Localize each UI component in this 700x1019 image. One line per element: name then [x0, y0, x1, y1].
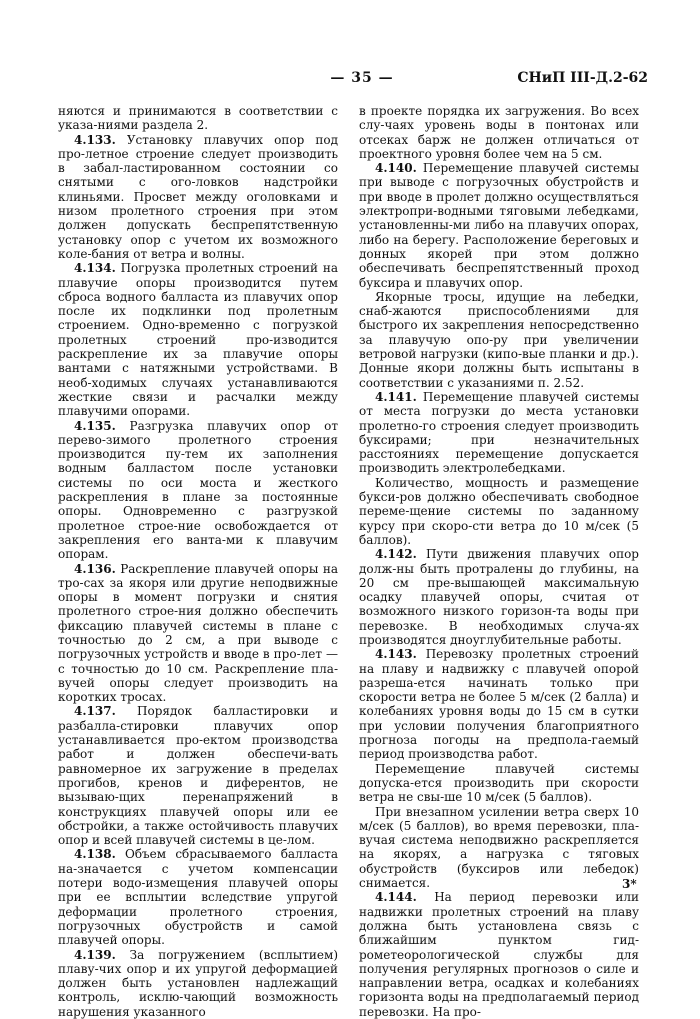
clause-number: 4.136.	[74, 561, 116, 576]
clause-number: 4.135.	[74, 418, 116, 433]
clause-number: 4.144.	[375, 890, 417, 905]
clause-number: 4.142.	[375, 547, 417, 562]
clause-number: 4.134.	[74, 261, 116, 276]
paragraph-4-144: 4.144. На период перевозки или надвижки пролетных строений на плаву должна быть установлена связь с ближайшим пунктом гид-рометеорологической службы для получения регулярных прогнозов о силе и направлении ветра, осадках и колебаниях горизонта воды на предполагаемый период перевозки. На про-	[359, 890, 639, 1019]
paragraph-sudden-wind: При внезапном усилении ветра сверх 10 м/сек (5 баллов), во время перевозки, пла-вучая система неподвижно раскрепляется на якорях, а нагрузка с тяговых обустройств (буксиров или лебедок) снимается.	[359, 804, 639, 891]
clause-number: 4.133.	[74, 132, 116, 147]
clause-number: 4.140.	[375, 161, 417, 176]
clause-number: 4.137.	[74, 704, 116, 719]
paragraph-tugboats: Количество, мощность и размещение букси-ров должно обеспечивать свободное переме-щение системы по заданному курсу при скоро-сти ветра до 10 м/сек (5 баллов).	[359, 475, 639, 547]
paragraph-4-142: 4.142. Пути движения плавучих опор долж-ны быть протралены до глубины, на 20 см пре-вышающей максимальную осадку плавучей опоры, считая от возможного низкого горизон-та воды при перевозке. В необходимых случа-ях производятся дноуглубительные работы.	[359, 547, 639, 647]
paragraph-4-143: 4.143. Перевозку пролетных строений на плаву и надвижку с плавучей опорой разреша-ется начинать только при скорости ветра не более 5 м/сек (2 балла) и колебаниях уровня воды до 15 см в сутки при условии получения благоприятного прогноза погоды на предпола-гаемый период производства работ.	[359, 647, 639, 762]
right-column	[359, 104, 639, 1019]
paragraph-anchor-ropes: Якорные тросы, идущие на лебедки, снаб-жаются приспособлениями для быстрого их закрепления непосредственно за плавучую опо-ру при увеличении ветровой нагрузки (кипо-вые планки и др.). Донные якори должны быть испытаны в соответствии с указаниями п. 2.52.	[359, 289, 639, 390]
paragraph-wind-limit: Перемещение плавучей системы допуска-ется производить при скорости ветра не свы-ше 10 м/сек (5 баллов).	[359, 761, 639, 805]
paragraph-4-135: 4.135. Разгрузка плавучих опор от перево-зимого пролетного строения производится пу-тем их заполнения водным балластом после установки системы по оси моста и жесткого раскрепления в плане за постоянные опоры. Одновременно с разгрузкой пролетное строе-ние освобождается от закрепления его ванта-ми к плавучим опорам.	[58, 418, 338, 562]
left-column	[58, 104, 338, 1019]
paragraph-4-137: 4.137. Порядок балластировки и разбалла-стировки плавучих опор устанавливается про-ектом производства работ и должен обеспечи-вать равномерное их загружение в пределах прогибов, кренов и диферентов, не вызываю-щих перенапряжений в конструкциях плавучей опоры или ее обстройки, а также остойчивость плавучих опор и всей плавучей системы в це-лом.	[58, 704, 338, 848]
clause-number: 4.139.	[74, 947, 116, 962]
clause-number: 4.143.	[375, 647, 417, 662]
clause-number: 4.141.	[375, 389, 417, 404]
paragraph-4-140: 4.140. Перемещение плавучей системы при выводе с погрузочных обустройств и при вводе в пролет должно осуществляться электропри-водными тяговыми лебедками, установленны-ми либо на плавучих опорах, либо на берегу. Расположение береговых и донных якорей при этом должно обеспечивать беспрепятственный проход буксира и плавучих опор.	[359, 161, 639, 290]
signature-mark: 3*	[622, 877, 637, 891]
paragraph-4-141: 4.141. Перемещение плавучей системы от места погрузки до места установки пролетно-го строения следует производить буксирами; при незначительных расстояниях перемещение допускается производить электролебедками.	[359, 389, 639, 476]
paragraph-4-134: 4.134. Погрузка пролетных строений на плавучие опоры производится путем сброса водного балласта из плавучих опор после их подклинки под пролетным строением. Одно-временно с погрузкой пролетных строений про-изводится раскрепление их за плавучие опоры вантами с натяжными устройствами. В необ-ходимых случаях устанавливаются жесткие связи и расчалки между плавучими опорами.	[58, 261, 338, 419]
page-number: — 35 —	[330, 70, 394, 86]
paragraph-4-136: 4.136. Раскрепление плавучей опоры на тро-сах за якоря или другие неподвижные опоры в момент погрузки и снятия пролетного строе-ния должно обеспечить фиксацию плавучей системы в плане с точностью до 2 см, а при выводе с погрузочных устройств и вводе в про-лет — с точностью до 10 см. Раскрепление пла-вучей опоры следует производить на коротких тросах.	[58, 561, 338, 705]
paragraph-continuation: в проекте порядка их загружения. Во всех слу-чаях уровень воды в понтонах или отсеках барж не должен отличаться от проектного уровня более чем на 5 см.	[359, 104, 639, 161]
paragraph-4-138: 4.138. Объем сбрасываемого балласта на-значается с учетом компенсации потери водо-измещения плавучей опоры при ее всплытии вследствие упругой деформации пролетного строения, погрузочных обустройств и самой плавучей опоры.	[58, 847, 338, 948]
document-code: СНиП III-Д.2-62	[517, 70, 648, 86]
paragraph-4-133: 4.133. Установку плавучих опор под про-летное строение следует производить в забал-ластированном состоянии со снятыми с ого-ловков надстройки клиньями. Просвет между оголовками и низом пролетного строения при этом должен допускать беспрепятственную установку опор с учетом их возможного коле-бания от ветра и волны.	[58, 132, 338, 261]
clause-number: 4.138.	[74, 847, 116, 862]
paragraph-4-139: 4.139. За погружением (всплытием) плаву-чих опор и их упругой деформацией должен быть установлен надлежащий контроль, исклю-чающий возможность нарушения указанного	[58, 947, 338, 1019]
paragraph-continuation: няются и принимаются в соответствии с указа-ниями раздела 2.	[58, 104, 338, 133]
